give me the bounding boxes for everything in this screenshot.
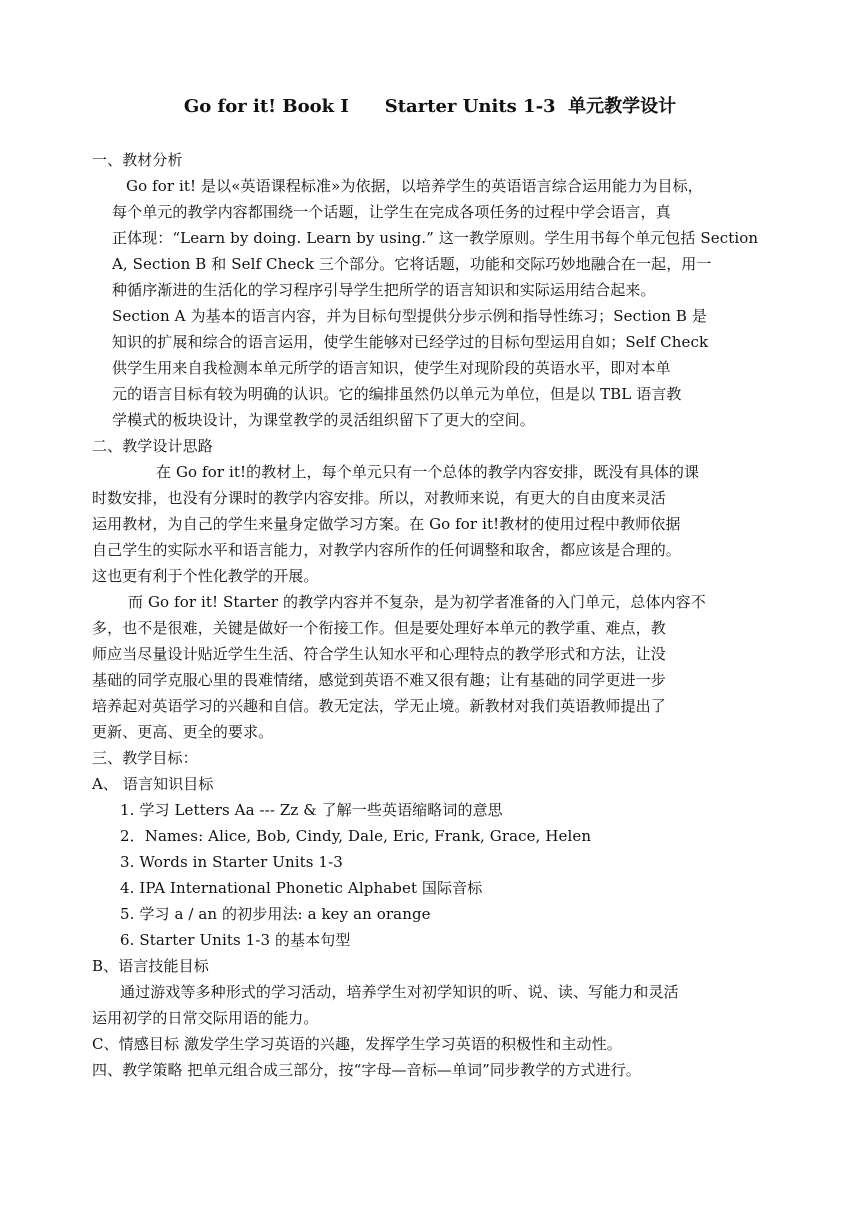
- text-line: 正体现：“Learn by doing. Learn by using.” 这一教学原则。学生用书每个单元包括 Section: [112, 229, 759, 247]
- text-line: Section A 为基本的语言内容，并为目标句型提供分步示例和指导性练习；Section B 是: [112, 307, 707, 325]
- section-heading: 三、教学目标：: [92, 749, 198, 767]
- text-line: 运用初学的日常交际用语的能力。: [92, 1009, 319, 1027]
- text-line: 知识的扩展和综合的语言运用，使学生能够对已经学过的目标句型运用自如；Self Check: [112, 333, 709, 351]
- document-title: Go for it! Book I Starter Units 1-3 单元教学设计: [183, 96, 677, 117]
- text-line: A, Section B 和 Self Check 三个部分。它将话题，功能和交际巧妙地融合在一起，用一: [112, 255, 712, 273]
- text-line: 多，也不是很难，关键是做好一个衔接工作。但是要处理好本单元的教学重、难点，教: [92, 619, 666, 637]
- text-line: 师应当尽量设计贴近学生生活、符合学生认知水平和心理特点的教学形式和方法，让没: [92, 645, 666, 663]
- text-line: 时数安排，也没有分课时的教学内容安排。所以，对教师来说，有更大的自由度来灵活: [92, 489, 666, 507]
- text-line: 运用教材，为自己的学生来量身定做学习方案。在 Go for it!教材的使用过程中教师依据: [92, 515, 681, 533]
- text-line: 供学生用来自我检测本单元所学的语言知识，使学生对现阶段的英语水平，即对本单: [112, 359, 671, 377]
- text-line: 学模式的板块设计，为课堂教学的灵活组织留下了更大的空间。: [112, 411, 535, 429]
- list-item: 4. IPA International Phonetic Alphabet 国际音标: [120, 879, 483, 897]
- list-item: 6. Starter Units 1-3 的基本句型: [120, 931, 351, 949]
- list-item: 1. 学习 Letters Aa --- Zz & 了解一些英语缩略词的意思: [120, 801, 503, 819]
- text-line: Go for it! 是以«英语课程标准»为依据，以培养学生的英语语言综合运用能力为目标，: [126, 177, 703, 195]
- text-line: 自己学生的实际水平和语言能力，对教学内容所作的任何调整和取舍，都应该是合理的。: [92, 541, 681, 559]
- text-line: 在 Go for it!的教材上，每个单元只有一个总体的教学内容安排，既没有具体的课: [156, 463, 700, 481]
- text-line: 更新、更高、更全的要求。: [92, 723, 274, 741]
- list-item: 2．Names: Alice, Bob, Cindy, Dale, Eric, Frank, Grace, Helen: [120, 827, 592, 845]
- section-heading: 一、教材分析: [92, 151, 183, 169]
- subsection-heading: A、 语言知识目标: [92, 775, 214, 793]
- text-line: 四、教学策略 把单元组合成三部分，按“字母—音标—单词”同步教学的方式进行。: [92, 1061, 641, 1079]
- list-item: 3. Words in Starter Units 1-3: [120, 853, 343, 871]
- text-line: 基础的同学克服心里的畏难情绪，感觉到英语不难又很有趣；让有基础的同学更进一步: [92, 671, 666, 689]
- text-line: 通过游戏等多种形式的学习活动，培养学生对初学知识的听、说、读、写能力和灵活: [120, 983, 679, 1001]
- text-line: 每个单元的教学内容都围绕一个话题，让学生在完成各项任务的过程中学会语言，真: [112, 203, 671, 221]
- subsection-heading: B、语言技能目标: [92, 957, 209, 975]
- list-item: 5. 学习 a / an 的初步用法: a key an orange: [120, 905, 431, 923]
- section-heading: 二、教学设计思路: [92, 437, 213, 455]
- text-line: 种循序渐进的生活化的学习程序引导学生把所学的语言知识和实际运用结合起来。: [112, 281, 656, 299]
- text-line: 而 Go for it! Starter 的教学内容并不复杂，是为初学者准备的入门单元，总体内容不: [128, 593, 706, 611]
- text-line: 这也更有利于个性化教学的开展。: [92, 567, 319, 585]
- text-line: 培养起对英语学习的兴趣和自信。教无定法，学无止境。新教材对我们英语教师提出了: [92, 697, 666, 715]
- text-line: C、情感目标 激发学生学习英语的兴趣，发挥学生学习英语的积极性和主动性。: [92, 1035, 622, 1053]
- text-line: 元的语言目标有较为明确的认识。它的编排虽然仍以单元为单位，但是以 TBL 语言教: [112, 385, 682, 403]
